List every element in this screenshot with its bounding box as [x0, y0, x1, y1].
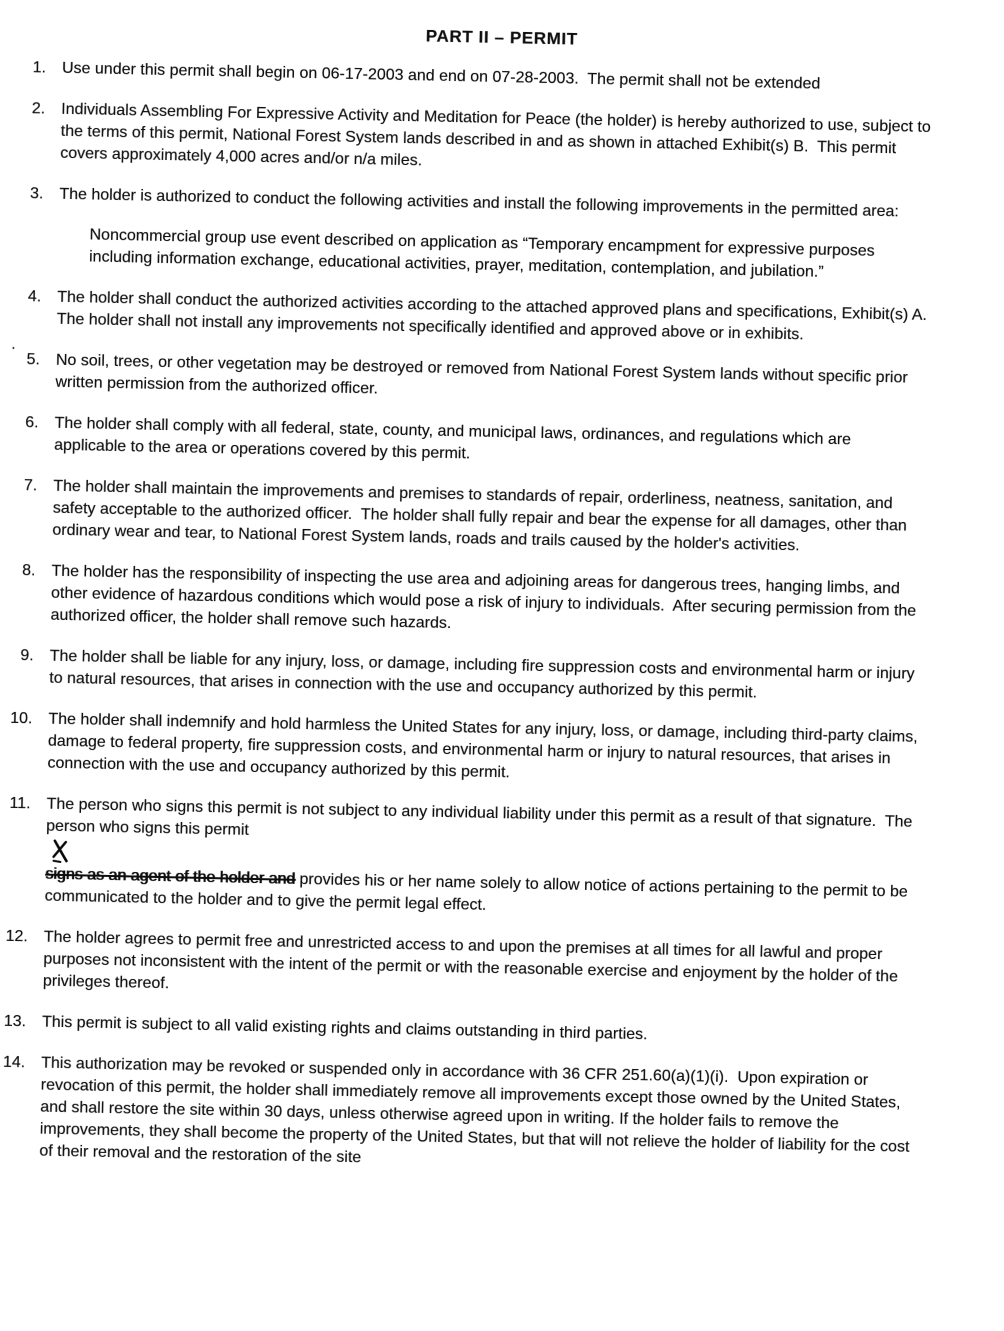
- document-title: PART II – PERMIT: [425, 26, 578, 49]
- clause-text: Use under this permit shall begin on 06-17-2003 and end on 07-28-2003. The permit shall not be extended: [61, 59, 821, 93]
- clause-number: 5.: [26, 351, 41, 369]
- clause-sub-paragraph: Noncommercial group use event described on application as “Temporary encampment for expressive purposes including information exchange, educational activities, prayer, meditation, contemplation, and jubilation.”: [88, 226, 880, 281]
- clause-number: 2.: [31, 100, 46, 118]
- scan-artifact-dot: .: [11, 335, 16, 353]
- permit-clause: [2, 708, 989, 795]
- permit-clause: [10, 349, 997, 414]
- permit-clause: [15, 98, 1002, 185]
- permit-clause-list: [0, 56, 1003, 1182]
- clause-number: 13.: [3, 1012, 27, 1031]
- clause-number: 7.: [23, 477, 38, 495]
- permit-clause: [0, 1011, 983, 1054]
- clause-text: No soil, trees, or other vegetation may be destroyed or removed from National Forest System lands without specific prior written permission from the authorized officer.: [55, 351, 913, 398]
- struck-out-text: signs as an agent of the holder and: [45, 865, 296, 888]
- permit-clause: [0, 1052, 982, 1183]
- handwritten-strike-mark: [51, 838, 70, 864]
- clause-text: The holder shall be liable for any injury, loss, or damage, including fire suppression costs and environmental harm or injury to natural resources, that arises in connection with the use and occupancy authorized by this permit.: [49, 647, 920, 702]
- document-page: [0, 28, 1004, 1321]
- clause-text: The holder is authorized to conduct the following activities and install the following improvements in the permitted area: Noncommercial group use event described on application as “Temporary encampment for expressive purposes including information exchange, educational activities, prayer, meditation, contemplation, and jubilation.”: [58, 184, 913, 286]
- clause-number: 14.: [2, 1053, 26, 1072]
- clause-text: The holder shall maintain the improvements and premises to standards of repair, orderliness, neatness, sanitation, and safety acceptable to the authorized officer. The holder shall fully repair and bear the expense for all damages, other than ordinary wear and tear, to National Forest System lands, roads and trails caused by the holder's activities.: [52, 477, 912, 555]
- clause-text: This authorization may be revoked or suspended only in accordance with 36 CFR 251.60(a)(1)(i). Upon expiration or revocation of this permit, the holder shall immediately remove all improvements except those owned by the United States, and shall restore the site within 30 days, unless otherwise agreed upon in writing. If the holder fails to remove the improvements, they shall become the property of the United States, but that will not relieve the holder of liability for the cost of their removal and the restoration of the site: [39, 1054, 915, 1167]
- clause-number: 12.: [5, 927, 29, 946]
- clause-number: 6.: [25, 414, 39, 432]
- permit-clause: [13, 183, 1001, 288]
- clause-number: 11.: [9, 794, 31, 813]
- permit-clause: [7, 475, 994, 562]
- clause-text: The person who signs this permit is not subject to any individual liability under this permit as a result of that signature. The person who signs this permit signs as an agent of the holder and provides his or her name solely to allow notice of actions pertaining to the permit to be communicated to the holder and to give the permit legal effect.: [44, 795, 918, 914]
- clause-number: 10.: [10, 709, 33, 728]
- permit-clause: [0, 793, 988, 928]
- permit-clause: [0, 926, 985, 1013]
- permit-clause: [4, 645, 991, 710]
- clause-text: The holder shall conduct the authorized activities according to the attached approved plans and specifications, Exhibit(s) A. The holder shall not install any improvements not specifically identified and approved above or in exhibits.: [56, 288, 936, 344]
- clause-number: 3.: [29, 185, 44, 203]
- clause-text: The holder has the responsibility of inspecting the use area and adjoining areas for dangerous trees, hanging limbs, and other evidence of hazardous conditions which would pose a risk of injury to individuals. After securing permission from the authorized officer, the holder shall remove such hazards.: [50, 562, 921, 633]
- clause-number: 1.: [32, 59, 47, 77]
- clause-text: The holder agrees to permit free and unrestricted access to and upon the premises at all times for all lawful and proper purposes not inconsistent with the intent of the permit or with the reasonable exercise and enjoyment by the holder of the privileges thereof.: [42, 928, 903, 993]
- clause-text: The holder shall comply with all federal, state, county, and municipal laws, ordinances, and regulations which are applicable to the area or operations covered by this permit.: [53, 414, 856, 463]
- clause-text: Individuals Assembling For Expressive Activity and Meditation for Peace (the holder) is hereby authorized to use, subject to the terms of this permit, National Forest System lands described in and as shown in attached Exhibit(s) B. This permit covers approximately 4,000 acres and/or n/a miles.: [60, 100, 936, 170]
- clause-text: This permit is subject to all valid existing rights and claims outstanding in third parties.: [41, 1013, 648, 1044]
- scanned-permit-sheet: [0, 17, 1004, 1331]
- clause-text: The holder shall indemnify and hold harmless the United States for any injury, loss, or damage, including third-party claims, damage to federal property, fire suppression costs, and environmental harm or injury to natural resources, that arises in connection with the use and occupancy authorized by this permit.: [47, 710, 923, 782]
- clause-number: 9.: [20, 647, 34, 665]
- permit-clause: [17, 57, 1003, 100]
- clause-number: 4.: [27, 288, 42, 306]
- permit-clause: [12, 286, 999, 351]
- permit-clause: [9, 412, 996, 477]
- clause-number: 8.: [22, 562, 36, 580]
- permit-clause: [5, 560, 992, 647]
